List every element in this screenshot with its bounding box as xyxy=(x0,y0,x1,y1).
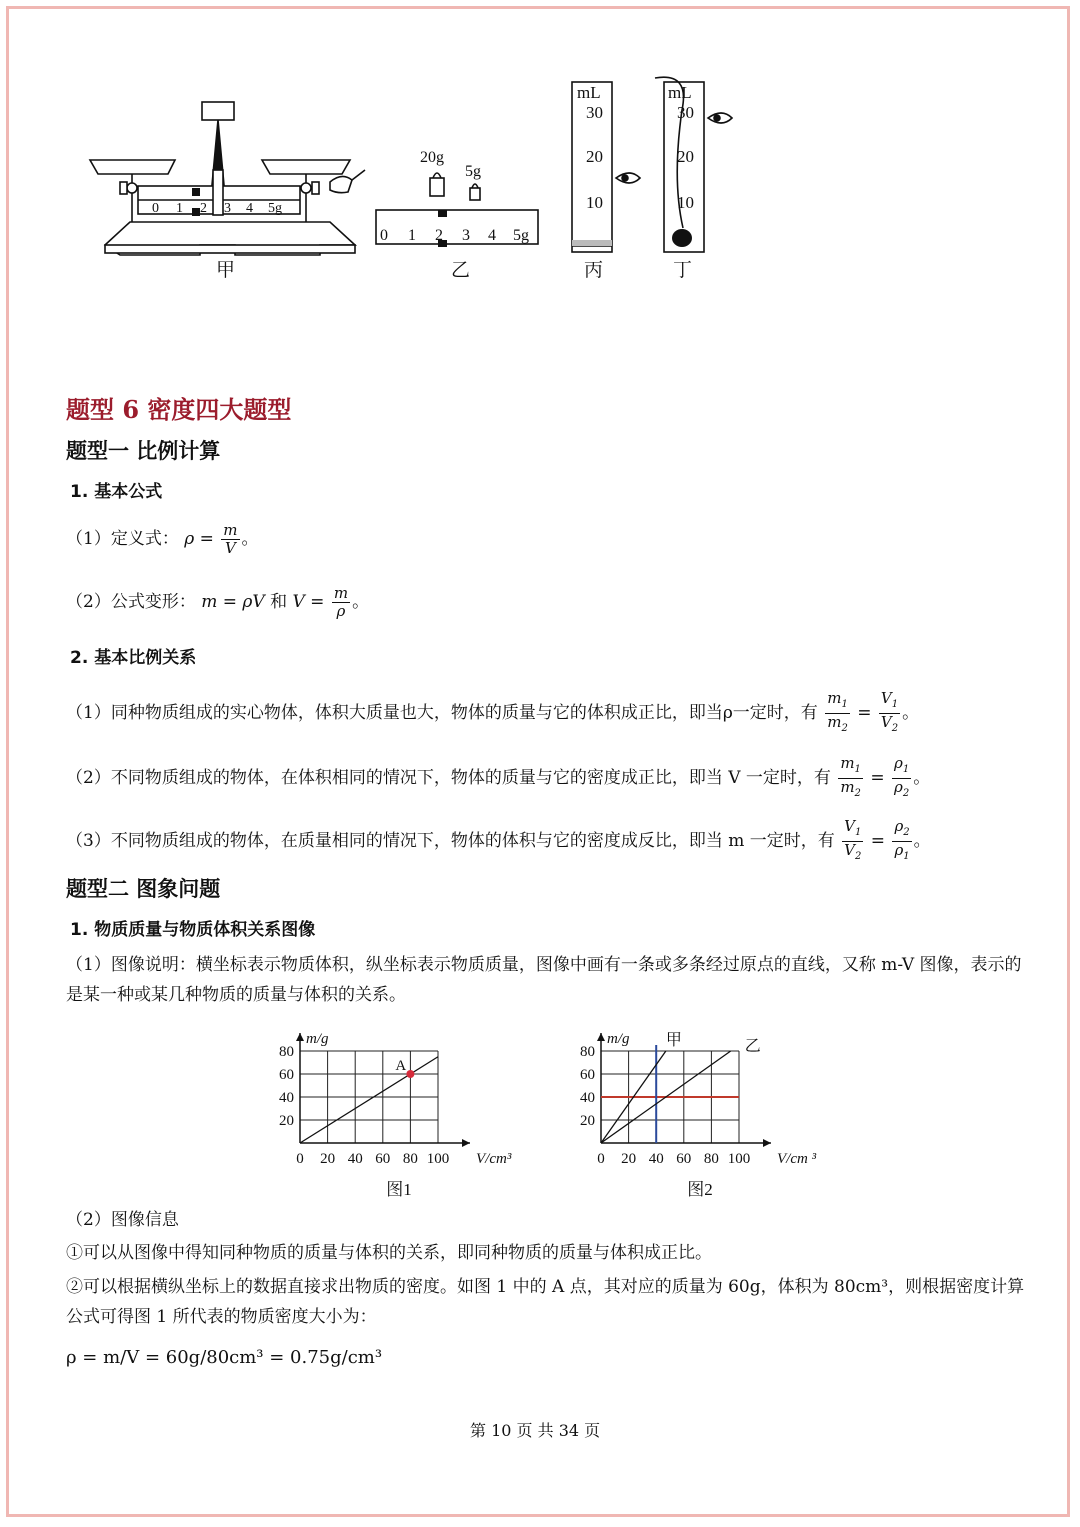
definition-line: （1）定义式： ρ = $\frac{m}{V}$ 。 xyxy=(66,521,259,557)
x-tick-label: 60 xyxy=(676,1151,692,1167)
balance-tick-0: 0 xyxy=(152,201,159,216)
beam-tick-0: 0 xyxy=(380,227,388,244)
type1-item1: 1. 基本公式 xyxy=(70,482,163,502)
type1-heading: 题型一 比例计算 xyxy=(66,439,221,463)
beam-tick-1: 1 xyxy=(408,227,416,244)
y-axis-arrow xyxy=(296,1033,304,1041)
x-tick-label: 100 xyxy=(426,1151,450,1167)
balance-tick-1: 1 xyxy=(176,201,183,216)
chart-figure-2 xyxy=(563,1018,833,1208)
ratio-line-3: （3）不同物质组成的物体，在质量相同的情况下，物体的体积与它的密度成反比，即当 m 一定时，有 $\frac{V_1}{V_2}$ = $\frac{\rho_2}{\rho_1}$ 。 xyxy=(66,817,931,862)
type1-item2: 2. 基本比例关系 xyxy=(70,648,197,668)
graph-description: （1）图像说明：横坐标表示物质体积，纵坐标表示物质质量，图像中画有一条或多条经过原点的直线，又称 m-V 图像，表示的是某一种或某几种物质的质量与体积的关系。 xyxy=(66,955,1022,1005)
cylinder2-tick-10: 10 xyxy=(677,193,694,212)
x-tick-label: 40 xyxy=(648,1151,664,1167)
series-label: 乙 xyxy=(744,1038,761,1055)
cylinder1-tick-20: 20 xyxy=(586,147,603,166)
balance-tick-4: 4 xyxy=(246,201,253,216)
y-tick-label: 20 xyxy=(580,1113,595,1129)
x-axis-label: V/cm³ xyxy=(476,1151,512,1167)
chart-caption: 图2 xyxy=(687,1180,713,1199)
y-tick-label: 20 xyxy=(279,1113,294,1129)
definition-prefix: （1）定义式： xyxy=(66,529,179,549)
x-axis-arrow xyxy=(763,1139,771,1147)
chart-caption: 图1 xyxy=(386,1180,412,1199)
weight-20-label: 20g xyxy=(420,149,444,166)
section-title: 题型 6 密度四大题型 xyxy=(66,395,292,424)
type2-item1: 1. 物质质量与物质体积关系图像 xyxy=(70,920,316,940)
beam-label: 乙 xyxy=(451,259,471,281)
y-axis-arrow xyxy=(597,1033,605,1041)
density-result: ρ = m/V = 60g/80cm³ = 0.75g/cm³ xyxy=(66,1347,383,1368)
info-point-1: ①可以从图像中得知同种物质的质量与体积的关系，即同种物质的质量与体积成正比。 xyxy=(66,1243,712,1263)
data-point-a xyxy=(406,1070,414,1078)
y-axis-label: m/g xyxy=(607,1031,630,1047)
cylinder2-label: 丁 xyxy=(673,259,693,281)
type2-heading: 题型二 图象问题 xyxy=(66,877,221,901)
y-tick-label: 40 xyxy=(279,1090,294,1106)
balance-figure xyxy=(90,102,365,255)
transform-fraction: $\frac{m}{\rho}$ xyxy=(333,584,349,620)
cylinder2-unit: mL xyxy=(668,83,692,102)
cylinder2-tick-20: 20 xyxy=(677,147,694,166)
info-title: （2）图像信息 xyxy=(66,1210,179,1230)
cylinder1-unit: mL xyxy=(577,83,601,102)
weight-5-label: 5g xyxy=(465,163,481,180)
formula-v: V = xyxy=(292,592,325,612)
x-tick-label: 80 xyxy=(402,1151,418,1167)
balance-label: 甲 xyxy=(216,259,236,281)
beam-tick-2: 2 xyxy=(435,227,443,244)
x-tick-label: 80 xyxy=(703,1151,719,1167)
rho-symbol: ρ xyxy=(184,529,195,549)
info-point-2: ②可以根据横纵坐标上的数据直接求出物质的密度。如图 1 中的 A 点，其对应的质量为 60g，体积为 80cm³，则根据密度计算公式可得图 1 所代表的物质密度大小为： xyxy=(66,1277,1025,1327)
transform-line: （2）公式变形： m = ρV 和 V = $\frac{m}{\rho}$ 。 xyxy=(66,584,370,620)
y-tick-label: 40 xyxy=(580,1090,595,1106)
definition-fraction: $\frac{m}{V}$ xyxy=(223,521,238,557)
series-label: 甲 xyxy=(665,1032,682,1049)
y-tick-label: 80 xyxy=(580,1044,595,1060)
balance-tick-2: 2 xyxy=(200,201,207,216)
series-line xyxy=(300,1057,438,1143)
x-tick-label: 0 xyxy=(296,1151,304,1167)
cylinder2-tick-30: 30 xyxy=(677,103,694,122)
formula-m: m = ρV xyxy=(201,592,265,612)
balance-tick-3: 3 xyxy=(224,201,231,216)
x-axis-arrow xyxy=(462,1139,470,1147)
cylinder1-label: 丙 xyxy=(584,259,604,281)
transform-prefix: （2）公式变形： xyxy=(66,592,196,612)
balance-tick-5: 5g xyxy=(268,201,282,216)
cylinder1-tick-30: 30 xyxy=(586,103,603,122)
chart-figure-1 xyxy=(262,1018,532,1208)
cylinder1-tick-10: 10 xyxy=(586,193,603,212)
beam-tick-4: 4 xyxy=(488,227,496,244)
top-figures xyxy=(80,70,780,285)
x-tick-label: 20 xyxy=(621,1151,637,1167)
y-tick-label: 60 xyxy=(580,1067,595,1083)
point-label: A xyxy=(395,1058,407,1074)
y-tick-label: 60 xyxy=(279,1067,294,1083)
x-tick-label: 0 xyxy=(597,1151,605,1167)
y-axis-label: m/g xyxy=(306,1031,329,1047)
x-tick-label: 100 xyxy=(727,1151,751,1167)
x-tick-label: 40 xyxy=(347,1151,363,1167)
cylinder1-figure xyxy=(572,82,640,252)
y-tick-label: 80 xyxy=(279,1044,294,1060)
ratio-line-1: （1）同种物质组成的实心物体，体积大质量也大，物体的质量与它的体积成正比，即当ρ一定时，有 $\frac{m_1}{m_2}$ = $\frac{V_1}{V_2}$ 。 xyxy=(66,689,920,734)
x-axis-label: V/cm ³ xyxy=(777,1151,817,1167)
beam-tick-5: 5g xyxy=(513,227,529,244)
ratio-line-2: （2）不同物质组成的物体，在体积相同的情况下，物体的质量与它的密度成正比，即当 V 一定时，有 $\frac{m_1}{m_2}$ = $\frac{\rho_1}{\rho_2}$ 。 xyxy=(66,754,931,799)
x-tick-label: 60 xyxy=(375,1151,391,1167)
x-tick-label: 20 xyxy=(320,1151,336,1167)
page-footer: 第 10 页 共 34 页 xyxy=(470,1421,601,1440)
beam-tick-3: 3 xyxy=(462,227,470,244)
